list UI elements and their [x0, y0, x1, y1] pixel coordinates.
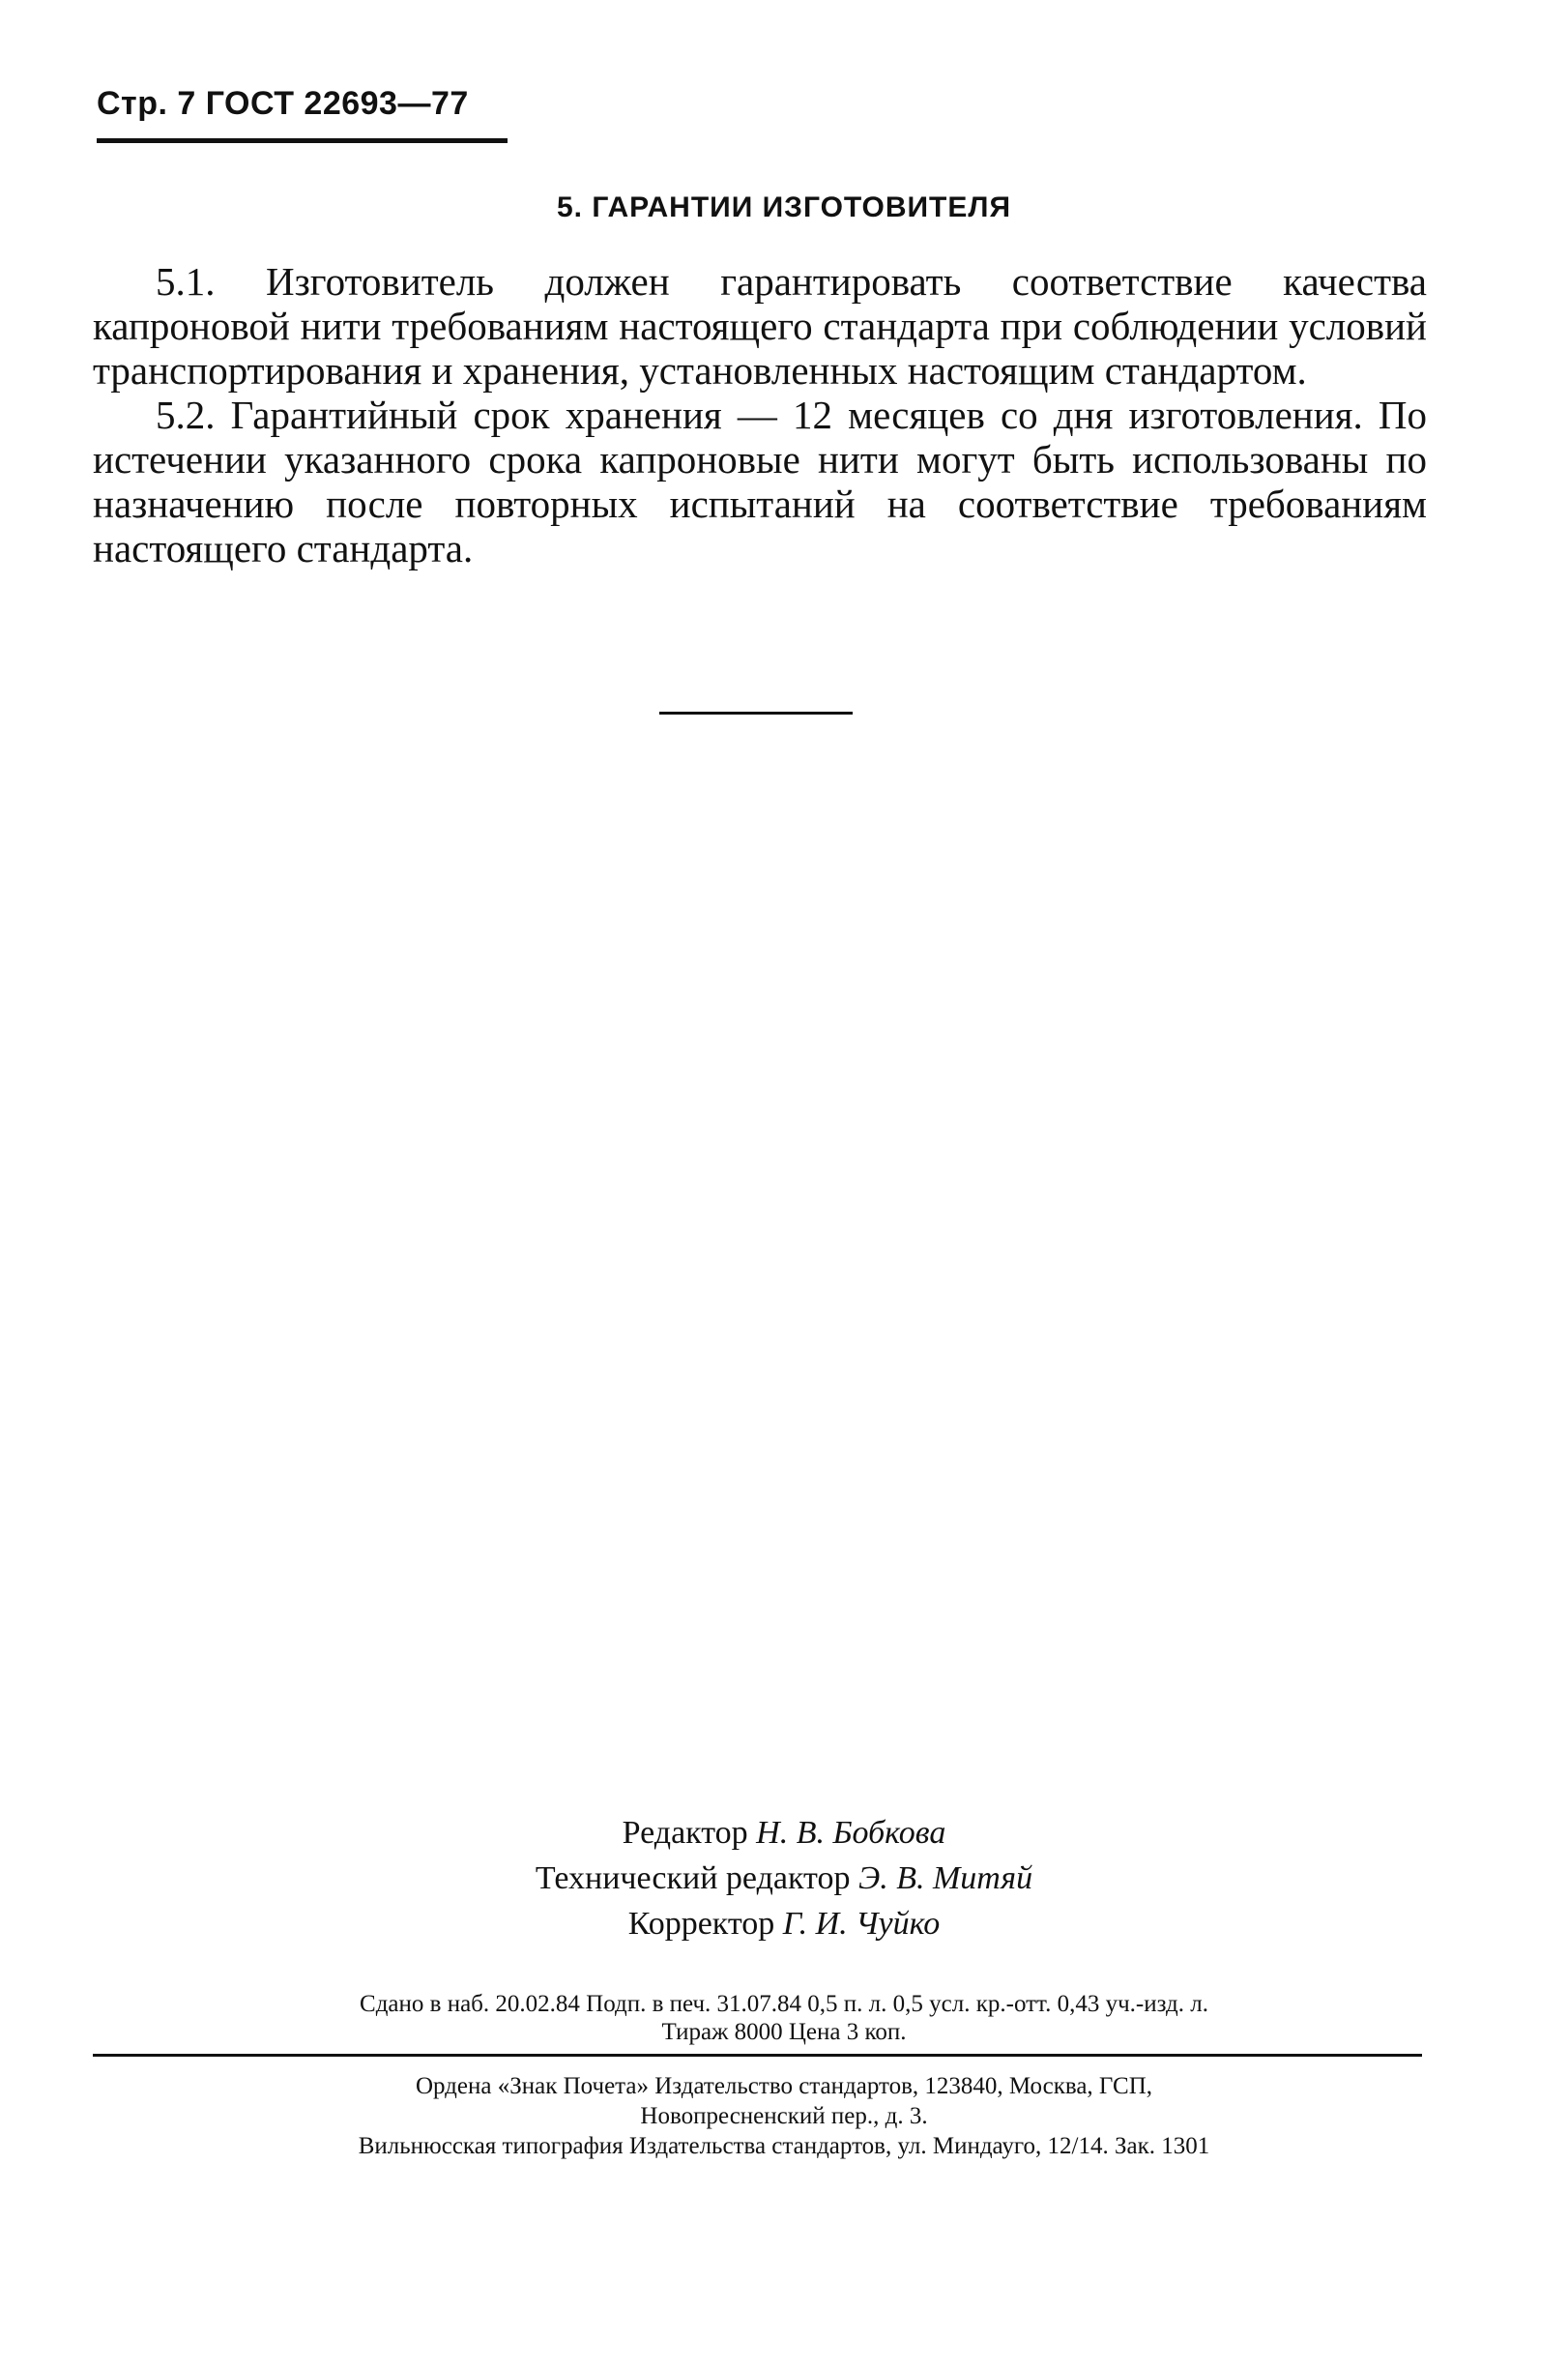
printing-house: Вильнюсская типография Издательства стандартов, ул. Миндауго, 12/14. Зак. 1301 [358, 2133, 1210, 2159]
credits-block [0, 1810, 1568, 1946]
credit-person: Г. И. Чуйко [782, 1906, 941, 1942]
publication-info [0, 1990, 1568, 2046]
credit-person: Н. В. Бобкова [756, 1815, 946, 1851]
end-of-text-rule [659, 712, 853, 715]
header-rule [97, 138, 508, 143]
credit-proofreader [0, 1901, 1568, 1946]
section-body [93, 259, 1427, 570]
credit-tech-editor [0, 1856, 1568, 1901]
credit-role: Редактор [622, 1815, 748, 1851]
page-header: Стр. 7 ГОСТ 22693—77 [97, 85, 469, 122]
publication-print-run: Тираж 8000 Цена 3 коп. [661, 2019, 907, 2045]
section-title: 5. ГАРАНТИИ ИЗГОТОВИТЕЛЯ [556, 191, 1011, 223]
credit-editor [0, 1810, 1568, 1856]
paragraph-5-2: 5.2. Гарантийный срок хранения — 12 месяцев со дня изготовления. По истечении указанного срока капроновые нити могут быть использованы по назначению после повторных испытаний на соответствие требованиям настоящего стандарта. [93, 393, 1427, 570]
publisher-line: Ордена «Знак Почета» Издательство стандартов, 123840, Москва, ГСП, [415, 2073, 1153, 2099]
paragraph-5-1: 5.1. Изготовитель должен гарантировать соответствие качества капроновой нити требованиям настоящего стандарта при соблюдении условий транспортирования и хранения, установленных настоящим стандартом. [93, 259, 1427, 393]
printer-info [0, 2071, 1568, 2161]
credit-role: Технический редактор [535, 1860, 851, 1896]
credit-person: Э. В. Митяй [857, 1860, 1033, 1896]
credit-role: Корректор [627, 1906, 775, 1942]
publication-dates: Сдано в наб. 20.02.84 Подп. в печ. 31.07.84 0,5 п. л. 0,5 усл. кр.-отт. 0,43 уч.-изд. л. [360, 1991, 1208, 2017]
publisher-address: Новопресненский пер., д. 3. [640, 2103, 928, 2129]
footer-rule [93, 2054, 1422, 2057]
